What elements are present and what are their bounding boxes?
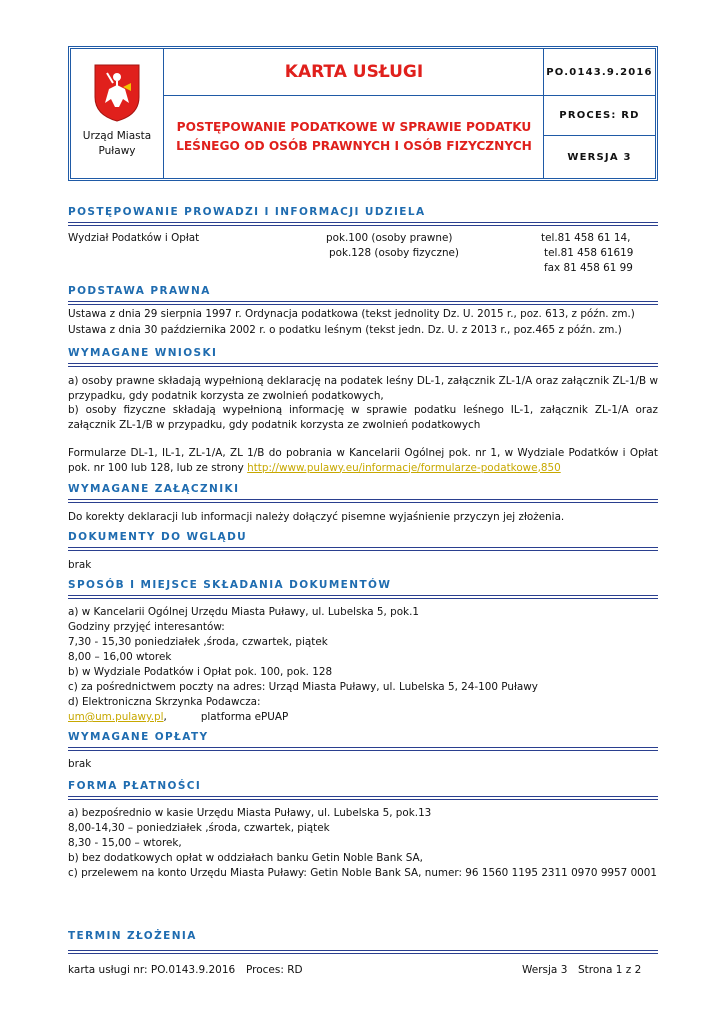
city-name [71, 129, 163, 159]
section-rule [68, 301, 658, 305]
section-title: PODSTAWA PRAWNA [68, 285, 211, 297]
subtitle-line1: POSTĘPOWANIE PODATKOWE W SPRAWIE PODATKU [176, 120, 532, 134]
logo-cell [71, 49, 164, 178]
meta-cell [543, 49, 655, 178]
coat-of-arms-icon [93, 63, 141, 123]
section-title: TERMIN ZŁOŻENIA [68, 930, 197, 942]
footer-rule [68, 950, 658, 954]
department: Wydział Podatków i Opłat [68, 232, 200, 244]
place-line-5: b) w Wydziale Podatków i Opłat pok. 100, pok. 128 [68, 666, 333, 678]
footer-page-number: Strona 1 z 2 [578, 964, 642, 976]
section-title: DOKUMENTY DO WGLĄDU [68, 531, 248, 543]
footer-version: Wersja 3 [522, 964, 568, 976]
version-label: WERSJA 3 [567, 151, 632, 163]
payment-line-5: c) przelewem na konto Urzędu Miasta Puławy: Getin Noble Bank SA, numer: 96 1560 1195 2311 0970 9957 0001 [68, 867, 658, 879]
document-code: PO.0143.9.2016 [544, 49, 655, 96]
documents-text: brak [68, 559, 92, 571]
service-subtitle [163, 96, 545, 178]
phone-2: tel.81 458 61619 [544, 247, 634, 259]
section-rule [68, 796, 658, 800]
payment-line-3: 8,30 - 15,00 – wtorek, [68, 837, 182, 849]
place-line-2: Godziny przyjęć interesantów: [68, 621, 225, 633]
payment-line-1: a) bezpośrednio w kasie Urzędu Miasta Puławy, ul. Lubelska 5, pok.13 [68, 807, 432, 819]
fax: fax 81 458 61 99 [544, 262, 633, 274]
place-line-7: d) Elektroniczna Skrzynka Podawcza: [68, 696, 261, 708]
room-legal: pok.100 (osoby prawne) [326, 232, 453, 244]
subtitle-line2: LEŚNEGO OD OSÓB PRAWNYCH I OSÓB FIZYCZNYCH [176, 139, 532, 153]
section-title: POSTĘPOWANIE PROWADZI I INFORMACJI UDZIELA [68, 206, 426, 218]
email-link[interactable]: um@um.pulawy.pl [68, 711, 164, 723]
place-line-6: c) za pośrednictwem poczty na adres: Urząd Miasta Puławy, ul. Lubelska 5, 24-100 Puławy [68, 681, 538, 693]
section-title: WYMAGANE OPŁATY [68, 731, 209, 743]
fees-text: brak [68, 758, 92, 770]
payment-line-2: 8,00-14,30 – poniedziałek ,środa, czwartek, piątek [68, 822, 330, 834]
section-title: FORMA PŁATNOŚCI [68, 780, 202, 792]
room-private: pok.128 (osoby fizyczne) [329, 247, 459, 259]
section-rule [68, 222, 658, 226]
forms-info [68, 446, 658, 475]
section-rule [68, 363, 658, 367]
payment-line-4: b) bez dodatkowych opłat w oddziałach banku Getin Noble Bank SA, [68, 852, 423, 864]
place-line-4: 8,00 – 16,00 wtorek [68, 651, 172, 663]
attachments-text: Do korekty deklaracji lub informacji należy dołączyć pisemne wyjaśnienie przyczyn jej złożenia. [68, 511, 565, 523]
section-rule [68, 747, 658, 751]
title-cell [163, 49, 545, 178]
footer-process: Proces: RD [246, 964, 303, 976]
section-rule [68, 595, 658, 599]
legal-line-1: Ustawa z dnia 29 sierpnia 1997 r. Ordynacja podatkowa (tekst jednolity Dz. U. 2015 r., poz. 613, z późn. zm.) [68, 308, 635, 320]
section-rule [68, 547, 658, 551]
legal-line-2: Ustawa z dnia 30 października 2002 r. o podatku leśnym (tekst jedn. Dz. U. z 2013 r., poz.465 z późn. zm.) [68, 324, 622, 336]
section-title: SPOSÓB I MIEJSCE SKŁADANIA DOKUMENTÓW [68, 579, 392, 591]
place-line-3: 7,30 - 15,30 poniedziałek ,środa, czwartek, piątek [68, 636, 328, 648]
place-line-8 [68, 710, 288, 725]
phone-1: tel.81 458 61 14, [541, 232, 631, 244]
epuap-text: platforma ePUAP [200, 711, 289, 723]
city-line2: Puławy [98, 145, 136, 157]
page-title: KARTA USŁUGI [163, 49, 545, 96]
city-line1: Urząd Miasta [82, 130, 152, 142]
section-title: WYMAGANE ZAŁĄCZNIKI [68, 483, 240, 495]
section-rule [68, 499, 658, 503]
process-label: PROCES: RD [544, 96, 655, 136]
service-card-header [68, 46, 658, 181]
footer-card-number: karta usługi nr: PO.0143.9.2016 [68, 964, 236, 976]
application-b: b) osoby fizyczne składają wypełnioną informację w sprawie podatku leśnego IL-1, załącznik ZL-1/A oraz załącznik ZL-1/B w przypadku, gdy podatnik korzysta ze zwolnień podatkowych [68, 404, 658, 431]
email-separator: , [163, 711, 167, 723]
forms-link[interactable]: http://www.pulawy.eu/informacje/formularze-podatkowe,850 [247, 461, 561, 474]
place-line-1: a) w Kancelarii Ogólnej Urzędu Miasta Puławy, ul. Lubelska 5, pok.1 [68, 606, 419, 618]
forms-text: Formularze DL-1, IL-1, ZL-1/A, ZL 1/B do pobrania w Kancelarii Ogólnej pok. nr 1, w Wydziale Podatków i Opłat pok. nr 100 lub 128, lub ze strony [68, 447, 658, 474]
section-title: WYMAGANE WNIOSKI [68, 347, 218, 359]
application-a: a) osoby prawne składają wypełnioną deklarację na podatek leśny DL-1, załącznik ZL-1/A oraz załącznik ZL-1/B w przypadku, gdy podatnik korzysta ze zwolnień podatkowych, [68, 375, 658, 402]
